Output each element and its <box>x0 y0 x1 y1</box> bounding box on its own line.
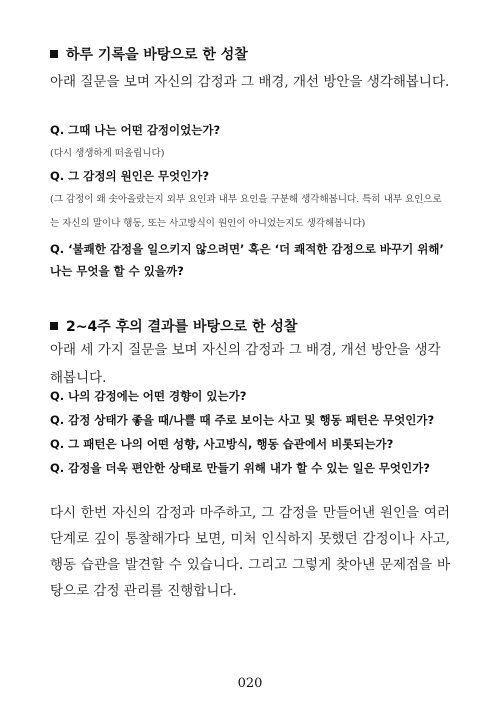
section1-question-1: Q. 그때 나는 어떤 감정이었는가? <box>50 123 221 137</box>
section2-question-3: Q. 그 패턴은 나의 어떤 성향, 사고방식, 행동 습관에서 비롯되는가? <box>50 437 394 451</box>
section1-heading <box>50 44 248 64</box>
section1-question-2-note: (그 감정이 왜 솟아올랐는지 외부 요인과 내부 요인을 구분해 생각해봅니다. 특히 내부 요인으로는 자신의 말이나 행동, 또는 사고방식이 원인이 아니었는지도 생각해봅니다) <box>50 194 442 229</box>
section2-question-1: Q. 나의 감정에는 어떤 경향이 있는가? <box>50 389 247 403</box>
section2-question-4: Q. 감정을 더욱 편안한 상태로 만들기 위해 내가 할 수 있는 일은 무엇인가? <box>50 461 430 475</box>
section1-heading-text: 하루 기록을 바탕으로 한 성찰 <box>66 47 248 63</box>
page-number: 020 <box>237 676 263 691</box>
square-bullet-icon <box>50 322 58 330</box>
section2-heading <box>50 316 297 336</box>
section1-question-1-note: (다시 생생하게 떠올립니다) <box>50 148 165 159</box>
section2-question-2: Q. 감정 상태가 좋을 때/나쁠 때 주로 보이는 사고 및 행동 패턴은 무엇인가? <box>50 413 435 427</box>
square-bullet-icon <box>50 50 58 58</box>
section2-heading-text: 2~4주 후의 결과를 바탕으로 한 성찰 <box>66 319 298 335</box>
section1-question-3: Q. ‘불쾌한 감정을 일으키지 않으려면’ 혹은 ‘더 쾌적한 감정으로 바꾸기 위해’ 나는 무엇을 할 수 있을까? <box>50 242 444 278</box>
section1-question-2: Q. 그 감정의 원인은 무엇인가? <box>50 169 210 183</box>
section2-intro: 아래 세 가지 질문을 보며 자신의 감정과 그 배경, 개선 방안을 생각해봅니다. <box>50 342 441 386</box>
closing-paragraph: 다시 한번 자신의 감정과 마주하고, 그 감정을 만들어낸 원인을 여러 단계로 깊이 통찰해가다 보면, 미처 인식하지 못했던 감정이나 사고, 행동 습관을 발견할 수 있습니다. 그리고 그렇게 찾아낸 문제점을 바탕으로 감정 관리를 진행합니다. <box>50 505 450 599</box>
section1-intro: 아래 질문을 보며 자신의 감정과 그 배경, 개선 방안을 생각해봅니다. <box>50 74 450 90</box>
